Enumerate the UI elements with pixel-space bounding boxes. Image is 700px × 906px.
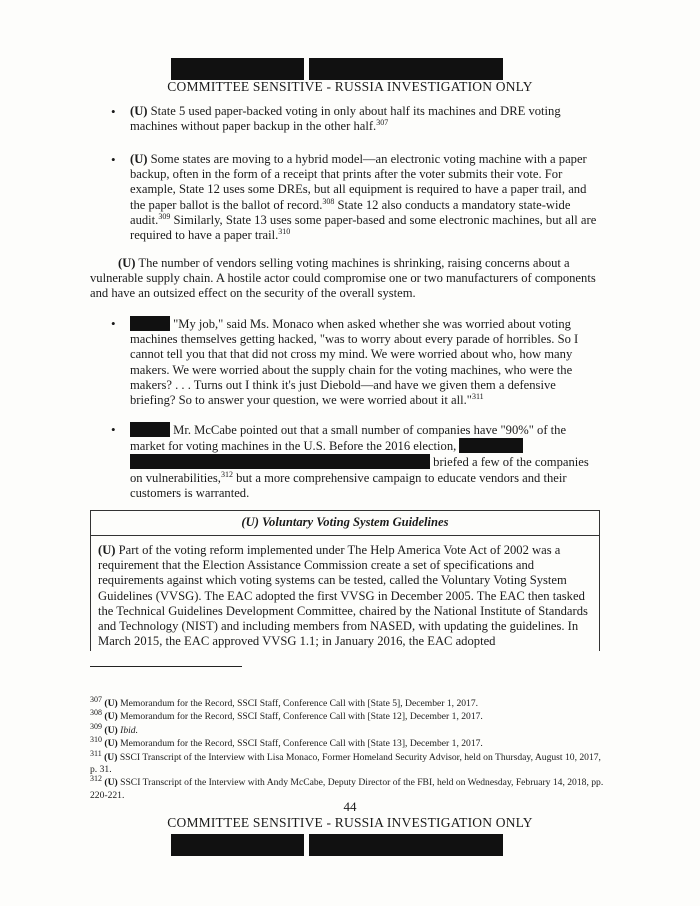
bullet-text: "My job," said Ms. Monaco when asked whether she was worried about voting machines themselves getting hacked, "was to worry about every parade of horribles. So I cannot tell you that that did not cross my mind. We were worried about who, how many makers. We were worried about the supply chain for the voting machines, who were the makers? . . . Turns out I think it's just Diebold—and have we given them a defensive briefing? So to answer your question, we were worried about it all." <box>130 317 579 408</box>
footnote-311 <box>90 748 610 777</box>
box-title: (U) Voluntary Voting System Guidelines <box>241 515 449 529</box>
footnote-ref: 310 <box>278 226 291 236</box>
bullet-dot: • <box>111 422 116 437</box>
redaction-bar <box>459 438 523 453</box>
redaction-bar <box>130 454 430 469</box>
header-classification-marking: COMMITTEE SENSITIVE - RUSSIA INVESTIGATION ONLY <box>167 79 533 94</box>
classification-label: (U) <box>118 256 136 270</box>
redaction-bar <box>171 834 304 856</box>
footnote-text: SSCI Transcript of the Interview with Lisa Monaco, Former Homeland Security Advisor, held on Thursday, August 10, 2017, p. 31. <box>90 751 601 776</box>
footnote-number: 311 <box>90 748 102 758</box>
classification-label: (U) <box>104 751 118 763</box>
footnote-number: 307 <box>90 694 102 704</box>
footnote-separator <box>90 666 242 667</box>
footnote-number: 309 <box>90 721 102 731</box>
classification-label: (U) <box>104 698 118 709</box>
classification-label: (U) <box>104 724 118 736</box>
footnote-307 <box>90 694 610 710</box>
redaction-bar <box>309 834 503 856</box>
box-title-divider <box>91 535 599 536</box>
bullet-text: briefed a few of the companies on vulnerabilities, <box>130 455 589 485</box>
footnote-ref: 309 <box>158 211 171 221</box>
footnote-number: 310 <box>90 735 102 745</box>
footnote-text: Ibid. <box>117 724 138 736</box>
redaction-bar <box>130 422 170 437</box>
footnote-number: 308 <box>90 708 102 718</box>
bullet-dot: • <box>111 104 116 119</box>
classification-label: (U) <box>104 738 118 750</box>
classification-label: (U) <box>130 152 148 166</box>
footnote-309 <box>90 721 610 737</box>
footnote-ref: 307 <box>376 118 389 128</box>
classification-label: (U) <box>98 543 116 557</box>
redaction-bar <box>309 58 503 80</box>
bullet-hybrid-model <box>111 152 602 243</box>
footnotes <box>90 694 610 803</box>
bullet-text: but a more comprehensive campaign to educate vendors and their customers is warranted. <box>130 470 567 500</box>
vvsg-text-box <box>90 510 600 651</box>
classification-label: (U) <box>104 711 118 723</box>
footnote-text: Memorandum for the Record, SSCI Staff, Conference Call with [State 5], December 1, 2017. <box>117 698 479 709</box>
paragraph-text: The number of vendors selling voting machines is shrinking, raising concerns about a vulnerable supply chain. A hostile actor could compromise one or two manufacturers of components and have an outsized effect on the security of the overall system. <box>90 256 596 301</box>
box-body <box>98 543 594 649</box>
bullet-text: Similarly, State 13 uses some paper-based and some electronic machines, but all are required to have a paper trail. <box>130 212 597 243</box>
bullet-dot: • <box>111 316 116 331</box>
footer-classification-marking: COMMITTEE SENSITIVE - RUSSIA INVESTIGATION ONLY <box>167 815 533 830</box>
redaction-bar <box>130 316 170 331</box>
page-number: 44 <box>343 799 357 814</box>
bullet-monaco-quote <box>111 316 602 408</box>
footnote-ref: 312 <box>220 469 233 479</box>
footnote-308 <box>90 708 610 723</box>
bullet-state5 <box>111 104 602 134</box>
footnote-text: SSCI Transcript of the Interview with Andy McCabe, Deputy Director of the FBI, held on Wednesday, February 14, 2018, pp. 220-221. <box>90 777 604 801</box>
supply-chain-paragraph <box>90 256 600 302</box>
footnote-ref: 311 <box>471 391 484 401</box>
bullet-text: Some states are moving to a hybrid model—an electronic voting machine with a paper backup, often in the form of a receipt that prints after the voter submits their vote. For example, State 12 uses some DREs, but all equipment is required to have a paper trail, and the paper ballot is the ballot of record. <box>130 152 587 212</box>
redaction-bar <box>171 58 304 80</box>
bullet-text: Mr. McCabe pointed out that a small number of companies have "90%" of the market for voting machines in the U.S. Before the 2016 election, <box>130 423 567 454</box>
bullet-text: State 12 also conducts a mandatory state-wide audit. <box>130 197 571 227</box>
footnote-310 <box>90 735 610 750</box>
footnote-text: Memorandum for the Record, SSCI Staff, Conference Call with [State 13], December 1, 2017. <box>117 738 483 750</box>
classification-label: (U) <box>130 104 148 118</box>
bullet-mccabe <box>111 422 602 501</box>
footnote-ref: 308 <box>322 196 335 206</box>
classification-label: (U) <box>104 777 118 789</box>
footnote-text: Memorandum for the Record, SSCI Staff, Conference Call with [State 12], December 1, 2017. <box>117 711 483 723</box>
footnote-number: 312 <box>90 774 102 784</box>
bullet-dot: • <box>111 152 116 167</box>
box-body-text: Part of the voting reform implemented under The Help America Vote Act of 2002 was a requirement that the Election Assistance Commission create a set of specifications and requirements against which voting systems can be tested, called the Voluntary Voting System Guidelines (VVSG). The EAC adopted the first VVSG in December 2005. The EAC then tasked the Technical Guidelines Development Committee, chaired by the National Institute of Standards and Technology (NIST) and including members from NASED, with updating the guidelines. In March 2015, the EAC approved VVSG 1.1; in January 2016, the EAC adopted <box>98 543 588 649</box>
bullet-text: State 5 used paper-backed voting in only about half its machines and DRE voting machines without paper backup in the other half. <box>130 104 561 134</box>
